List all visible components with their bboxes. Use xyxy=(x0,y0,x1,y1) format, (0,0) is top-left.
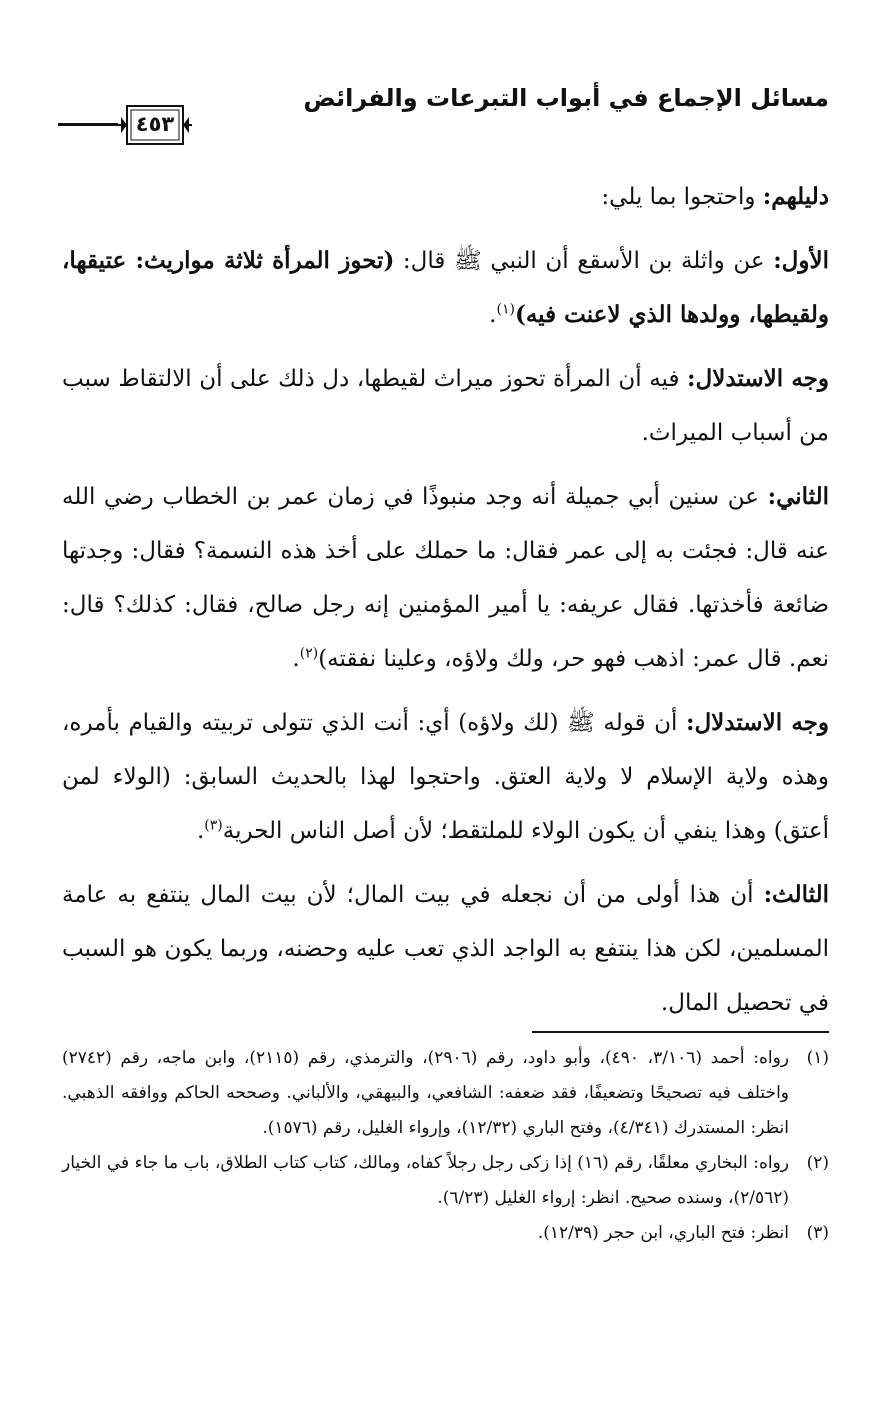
paragraph-lead: الثالث: xyxy=(763,881,829,908)
paragraph-text: فيه أن المرأة تحوز ميراث لقيطها، دل ذلك على أن الالتقاط سبب من أسباب الميراث. xyxy=(62,366,829,446)
page-header xyxy=(0,0,891,140)
paragraph-inference-2 xyxy=(62,696,829,858)
footnote-text: رواه: أحمد (٣/١٠٦، ٤٩٠)، وأبو داود، رقم (٢٩٠٦)، والترمذي، رقم (٢١١٥)، وابن ماجه، رقم (٢٧٤٢) واختلف فيه تصحيحًا وتضعيفًا، فقد ضعفه: الشافعي، والبيهقي، والألباني. وصححه الحاكم ووافقه الذهبي. انظر: المستدرك (٤/٣٤١)، وفتح الباري (١٢/٣٢)، وإرواء الغليل، رقم (١٥٧٦). xyxy=(62,1048,790,1138)
paragraph-end: . xyxy=(196,818,205,844)
paragraph-second-evidence xyxy=(62,470,829,686)
paragraph-text: عن واثلة بن الأسقع أن النبي ﷺ قال: xyxy=(394,248,774,274)
main-text xyxy=(62,170,829,1040)
footnote-number: (٢) xyxy=(806,1153,829,1173)
paragraph-evidence-intro xyxy=(62,170,829,224)
footnote-marker: (٣) xyxy=(204,817,223,834)
footnote-separator xyxy=(532,1031,829,1033)
footnote-number: (١) xyxy=(806,1048,829,1068)
footnote-text: انظر: فتح الباري، ابن حجر (١٢/٣٩). xyxy=(537,1223,789,1243)
paragraph-lead: الثاني: xyxy=(767,483,829,510)
footnote-item xyxy=(62,1146,829,1216)
paragraph-text: أن هذا أولى من أن نجعله في بيت المال؛ لأن بيت المال ينتفع به عامة المسلمين، لكن هذا ينتفع به الواجد الذي تعب عليه وحضنه، وربما يكون هو السبب في تحصيل المال. xyxy=(62,882,829,1016)
paragraph-lead: وجه الاستدلال: xyxy=(685,709,829,736)
paragraph-lead: دليلهم: xyxy=(762,183,829,210)
footnote-marker: (١) xyxy=(496,301,515,318)
paragraph-text: واحتجوا بما يلي: xyxy=(601,184,763,210)
footnote-number: (٣) xyxy=(806,1223,829,1243)
paragraph-inference-1 xyxy=(62,352,829,460)
header-rule xyxy=(58,123,118,126)
footnote-item xyxy=(62,1041,829,1146)
paragraph-first-evidence xyxy=(62,234,829,342)
footnote-text: رواه: البخاري معلقًا، رقم (١٦) إذا زكى رجل رجلاً كفاه، ومالك، كتاب كتاب الطلاق، باب ما جاء في الخيار (٢/٥٦٢)، وسنده صحيح. انظر: إرواء الغليل (٦/٢٣). xyxy=(62,1153,789,1208)
page-number: ٤٥٣ xyxy=(135,112,175,136)
paragraph-lead: الأول: xyxy=(773,247,830,274)
paragraph-third-evidence xyxy=(62,868,829,1030)
footnote-marker: (٢) xyxy=(299,645,319,662)
footnotes xyxy=(62,1041,829,1251)
hadith-quote: (تحوز المرأة ثلاثة مواريث: عتيقها، ولقيطها، وولدها الذي لاعنت فيه) xyxy=(62,247,829,328)
paragraph-end: . xyxy=(489,302,497,328)
paragraph-text: أن قوله ﷺ (لك ولاؤه) أي: أنت الذي تتولى تربيته والقيام بأمره، وهذه ولاية الإسلام لا ولاية العتق. واحتجوا لهذا بالحديث السابق: (الولاء لمن أعتق) وهذا ينفي أن يكون الولاء للملتقط؛ لأن أصل الناس الحرية xyxy=(62,710,829,844)
paragraph-end: . xyxy=(292,646,300,672)
paragraph-lead: وجه الاستدلال: xyxy=(687,365,829,392)
running-title: مسائل الإجماع في أبواب التبرعات والفرائض xyxy=(303,84,829,112)
page-number-frame xyxy=(118,103,192,147)
footnote-item xyxy=(62,1216,829,1251)
paragraph-text: عن سنين أبي جميلة أنه وجد منبوذًا في زمان عمر بن الخطاب رضي الله عنه قال: فجئت به إلى عمر فقال: ما حملك على أخذ هذه النسمة؟ فقال: وجدتها ضائعة فأخذتها. فقال عريفه: يا أمير المؤمنين إنه رجل صالح، فقال: كذلك؟ قال: نعم. قال عمر: اذهب فهو حر، ولك ولاؤه، وعلينا نفقته) xyxy=(62,484,829,672)
